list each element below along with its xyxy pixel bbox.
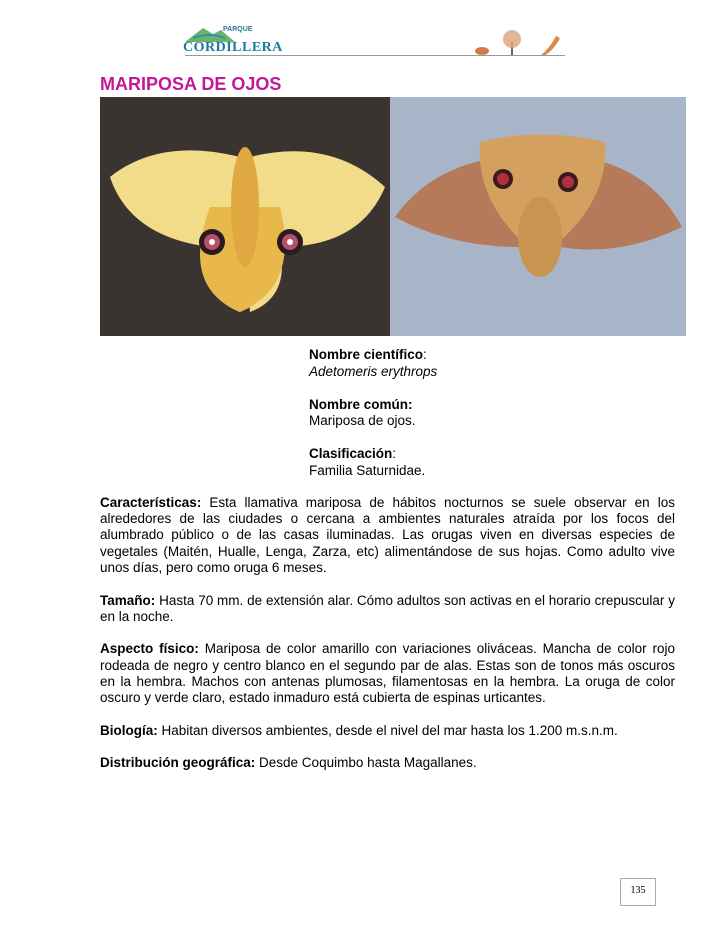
section-label: Características: bbox=[100, 495, 202, 510]
logo-main-text: CORDILLERA bbox=[183, 40, 283, 55]
section-tamano bbox=[100, 593, 675, 625]
info-label: Nombre común bbox=[309, 396, 409, 412]
section-text: Esta llamativa mariposa de hábitos nocturnos se suele observar en los alrededores de las ciudades o cercana a ambientes naturales atraída por los focos del alumbrado público o de las casas iluminadas. Las orugas viven en diversas especies de vegetales (Maitén, Hualle, Lenga, Zarza, etc) alimentándose de sus hojas. Como adulto vive unos días, pero como oruga 6 meses. bbox=[100, 495, 675, 575]
description-body bbox=[100, 495, 675, 788]
section-text: Desde Coquimbo hasta Magallanes. bbox=[255, 755, 477, 771]
info-suffix: : bbox=[423, 347, 427, 362]
section-label: Aspecto físico: bbox=[100, 641, 199, 657]
section-caracteristicas bbox=[100, 495, 675, 576]
common-name: Mariposa de ojos. bbox=[309, 413, 416, 428]
info-label: Nombre científico bbox=[309, 347, 424, 362]
page-number: 135 bbox=[620, 878, 656, 906]
section-biologia bbox=[100, 723, 675, 739]
section-text: Hasta 70 mm. de extensión alar. Cómo adultos son activas en el horario crepuscular y en la noche. bbox=[100, 592, 675, 624]
photo-strip bbox=[100, 97, 686, 336]
section-distribucion bbox=[100, 755, 675, 771]
info-suffix: : bbox=[392, 446, 397, 461]
female-moth-photo bbox=[390, 97, 686, 336]
male-moth-photo bbox=[100, 97, 390, 336]
section-label: Biología: bbox=[100, 722, 158, 738]
scientific-name-block bbox=[309, 347, 437, 380]
header-divider bbox=[185, 55, 565, 56]
common-name-block bbox=[309, 397, 437, 430]
section-aspecto bbox=[100, 641, 675, 706]
logo-small-text: PARQUE bbox=[223, 26, 253, 33]
species-info bbox=[309, 347, 437, 496]
info-label: Clasificación bbox=[309, 446, 393, 461]
section-label: Tamaño: bbox=[100, 592, 156, 608]
header-decoration-icon bbox=[470, 30, 565, 58]
page-title: MARIPOSA DE OJOS bbox=[100, 74, 282, 94]
section-text: Mariposa de color amarillo con variaciones oliváceas. Mancha de color rojo rodeada de negro y centro blanco en el segundo par de alas. Estas son de tonos más oscuros en la hembra. Machos con antenas plumosas, filamentosas en la hembra. La oruga de color oscuro y verde claro, estado inmaduro está cubierta de espinas urticantes. bbox=[100, 641, 675, 706]
scientific-name: Adetomeris erythrops bbox=[309, 363, 438, 379]
classification: Familia Saturnidae. bbox=[309, 462, 426, 478]
section-text: Habitan diversos ambientes, desde el nivel del mar hasta los 1.200 m.s.n.m. bbox=[157, 722, 618, 738]
classification-block bbox=[309, 446, 437, 479]
section-label: Distribución geográfica: bbox=[100, 755, 256, 771]
info-suffix: : bbox=[408, 396, 413, 412]
